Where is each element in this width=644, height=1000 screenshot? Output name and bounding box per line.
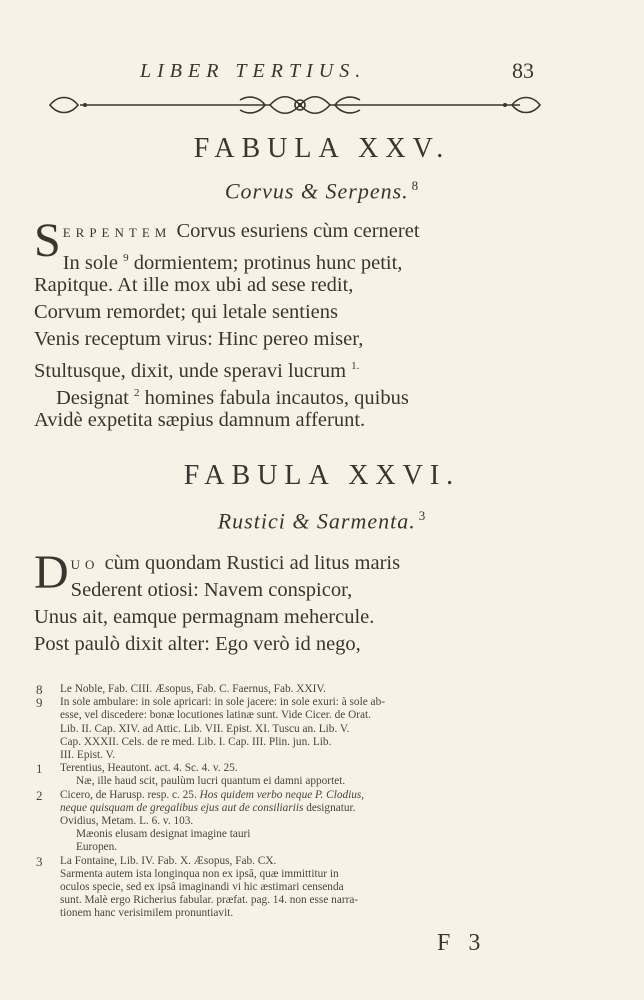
footnote-text: oculos specie, sed ex ipsâ imaginandi vi hic æstimari censenda bbox=[60, 881, 344, 894]
footnote-text: Cap. XXXII. Cels. de re med. Lib. I. Cap. III. Plin. jun. Lib. bbox=[60, 735, 332, 748]
fable-26-title: FABULA XXVI. bbox=[183, 460, 461, 491]
drop-cap: D bbox=[34, 546, 69, 599]
quote-end: designatur. bbox=[306, 801, 356, 814]
ornament-divider bbox=[40, 90, 550, 120]
footnote-ref-2: 2 bbox=[134, 387, 140, 399]
footnote-number: 3 bbox=[36, 853, 43, 869]
fable-25-title: FABULA XXV. bbox=[193, 133, 451, 164]
quote-italic: neque quisquam de gregalibus ejus aut de consiliariis bbox=[60, 801, 304, 814]
verse-line bbox=[34, 380, 614, 407]
footnote-9 bbox=[36, 696, 536, 762]
fable-25-subtitle bbox=[0, 178, 644, 204]
footnote-number: 9 bbox=[36, 695, 43, 711]
footnote-3 bbox=[36, 855, 536, 921]
verse-text: Corvus esuriens cùm cerneret bbox=[176, 220, 420, 242]
footnote-text: Ovidius, Metam. L. 6. v. 103. bbox=[60, 815, 194, 828]
footnote-text: III. Epist. V. bbox=[60, 749, 116, 762]
footnote-quote: Europen. bbox=[76, 841, 118, 854]
verse-text: dormientem; protinus hunc petit, bbox=[133, 251, 403, 274]
running-head: LIBER TERTIUS. bbox=[140, 60, 367, 82]
footnote-quote: Næ, ille haud scit, paulùm lucri quantum ei damni apportet. bbox=[76, 775, 346, 788]
footnote-ref-1: 1. bbox=[351, 360, 360, 372]
fable-26-subtitle-text: Rustici & Sarmenta. bbox=[217, 508, 416, 534]
verse-line: Rapitque. At ille mox ubi ad sese redit, bbox=[34, 274, 354, 296]
footnotes bbox=[36, 683, 536, 921]
verse-line: Corvum remordet; qui letale sentiens bbox=[34, 301, 339, 323]
footnote-text: Lib. II. Cap. XIV. ad Attic. Lib. VII. Epist. XI. Tuscu an. Lib. V. bbox=[60, 722, 350, 735]
footnote-number: 8 bbox=[36, 682, 43, 697]
footnote-8 bbox=[36, 683, 536, 696]
verse-line: Venis receptum virus: Hinc pereo miser, bbox=[34, 328, 364, 350]
footnote-ref-8: 8 bbox=[411, 178, 420, 193]
first-word-smallcaps: ERPENTEM bbox=[62, 225, 172, 240]
verse-line: Post paulò dixit alter: Ego verò id nego, bbox=[34, 633, 361, 655]
footnote-text: sunt. Malè ergo Richerius fabular. præfat. pag. 14. non esse narra- bbox=[60, 894, 359, 907]
footnote-text: Sarmenta autem ista longinqua non ex ipsâ, quæ immittitur in bbox=[60, 867, 339, 880]
footnote-1 bbox=[36, 762, 536, 788]
footnote-text bbox=[60, 789, 536, 802]
footnote-text: Terentius, Heautont. act. 4. Sc. 4. v. 25. bbox=[60, 762, 238, 775]
verse-text: cùm quondam Rustici ad litus maris bbox=[104, 552, 401, 574]
quote-italic: Hos quidem verbo neque P. Clodius, bbox=[199, 788, 365, 801]
verse-text: Designat bbox=[56, 386, 129, 409]
footnote-ref-9: 9 bbox=[123, 252, 129, 264]
footnote-text: esse, vel discedere: bonæ locutiones latinæ sunt. Vide Cicer. de Orat. bbox=[60, 709, 371, 722]
footnote-ref-3: 3 bbox=[418, 508, 427, 523]
fable-26-verse bbox=[34, 546, 614, 658]
citation: Cicero, de Harusp. resp. c. 25. bbox=[60, 788, 197, 801]
drop-cap: S bbox=[34, 214, 61, 267]
signature-mark: F 3 bbox=[437, 930, 487, 956]
verse-line bbox=[34, 353, 614, 380]
verse-line bbox=[34, 245, 614, 272]
footnote-number: 1 bbox=[36, 761, 43, 777]
footnote-text: Le Noble, Fab. CIII. Æsopus, Fab. C. Faernus, Fab. XXIV. bbox=[60, 683, 326, 695]
footnote-text bbox=[60, 802, 536, 815]
verse-line: Unus ait, eamque permagnam mehercule. bbox=[34, 606, 375, 628]
footnote-quote: Mæonis elusam designat imagine tauri bbox=[76, 828, 251, 841]
footnote-text: In sole ambulare: in sole apricari: in sole jacere: in sole exuri: à sole ab- bbox=[60, 696, 385, 709]
footnote-text: tionem hanc verisimilem pronuntiavit. bbox=[60, 907, 234, 920]
footnote-number: 2 bbox=[36, 787, 43, 803]
verse-text: Stultusque, dixit, unde speravi lucrum bbox=[34, 359, 347, 382]
fable-26-subtitle bbox=[0, 508, 644, 534]
footnote-2 bbox=[36, 789, 536, 855]
page-number: 83 bbox=[512, 58, 534, 83]
verse-line: Avidè expetita sæpius damnum afferunt. bbox=[34, 409, 366, 431]
fable-25-subtitle-text: Corvus & Serpens. bbox=[224, 178, 409, 204]
fable-25-verse bbox=[34, 214, 614, 434]
verse-line: Sederent otiosi: Navem conspicor, bbox=[70, 579, 353, 601]
footnote-text: La Fontaine, Lib. IV. Fab. X. Æsopus, Fab. CX. bbox=[60, 854, 277, 867]
verse-text: homines fabula incautos, quibus bbox=[144, 386, 409, 409]
verse-text: In sole bbox=[62, 251, 118, 274]
first-word-smallcaps: UO bbox=[70, 557, 100, 572]
